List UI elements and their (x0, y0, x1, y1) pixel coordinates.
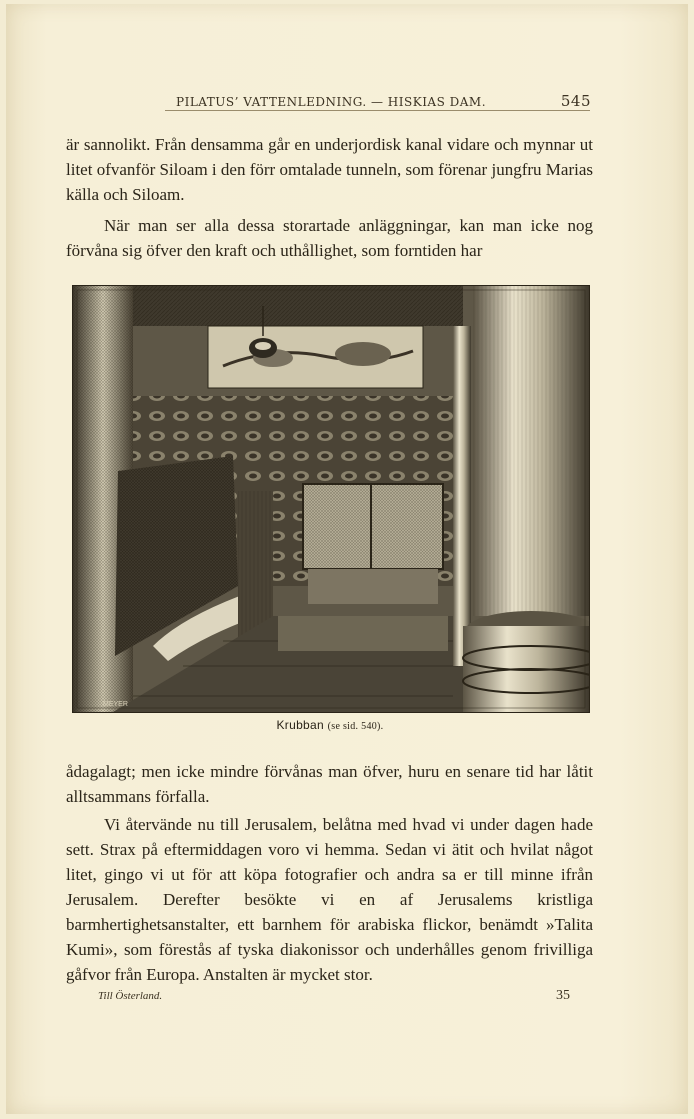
paragraph-1: är sannolikt. Från densamma går en underjordisk kanal vidare och mynnar ut litet ofvanför Siloam i den förr omtalade tunneln, som förenar jungfru Marias källa och Siloam. (66, 135, 593, 204)
page-number: 545 (560, 92, 591, 110)
caption-reference: (se sid. 540). (327, 721, 384, 732)
paragraph-4: Vi återvände nu till Jerusalem, belåtna med hvad vi under dagen hade sett. Strax på eftermiddagen voro vi hemma. Sedan vi ätit och hvilat något litet, gingo vi ut för att köpa fotografier och andra sa er till minne ifrån Jerusalem. Derefter besökte vi en af Jerusalems kristliga barmhertighetsanstalter, ett barnhem för arabiska flickor, benämdt »Talita Kumi», som förestås af tyska diakonissor och underhålles genom frivilliga gåfvor från Europa. Anstalten är mycket stor. (66, 815, 593, 984)
sheet-number: 35 (556, 988, 570, 1003)
engraving-drawing (73, 286, 589, 712)
paragraph-2: När man ser alla dessa storartade anläggningar, kan man icke nog förvåna sig öfver den kraft och uthållighet, som forntiden har (66, 216, 593, 260)
engraving-illustration (72, 285, 590, 713)
signature-mark: Till Österland. (98, 990, 163, 1002)
engraver-signature: MEYER (103, 701, 128, 708)
running-head-title: PILATUS’ VATTENLEDNING. — HISKIAS DAM. (176, 95, 487, 109)
paragraph-3: ådagalagt; men icke mindre förvånas man öfver, huru en senare tid har låtit alltsammans förfalla. (66, 762, 593, 806)
header-rule (165, 110, 590, 111)
figure-caption (72, 718, 588, 732)
caption-title: Krubban (276, 718, 324, 732)
